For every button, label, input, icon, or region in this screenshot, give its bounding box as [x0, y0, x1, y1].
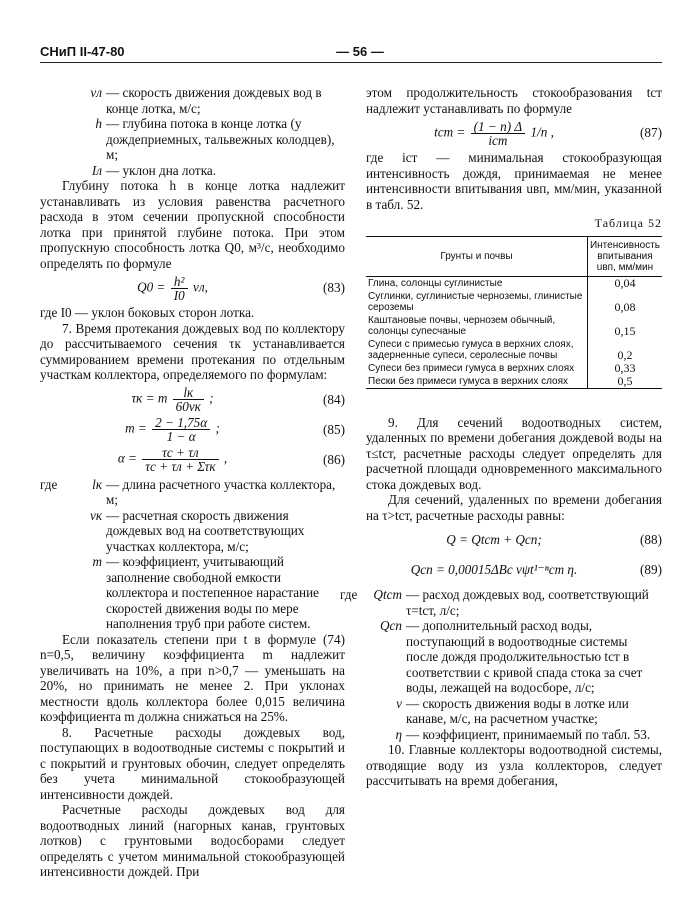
- formula-lhs: m =: [125, 420, 147, 436]
- value-cell: 0,15: [587, 314, 662, 338]
- right-column: [340, 85, 662, 789]
- formula-rhs: vл,: [193, 279, 208, 295]
- soil-cell: Глина, солонцы суглинистые: [368, 277, 503, 289]
- formula-85: [40, 417, 345, 443]
- formula-83: [40, 275, 345, 301]
- paragraph: 9. Для сечений водоотводных систем, удаленных по времени добегания дождевой воды на τ≤tст, расчетные расходы следует определять для расчетной площади одновременного максимального стока дождевых вод.: [366, 414, 662, 492]
- where-word: [40, 508, 62, 555]
- soil-cell: Супеси без примеси гумуса в верхних слоях: [368, 362, 575, 374]
- soil-cell: Суглинки, суглинистые черноземы, глинистые сероземы: [368, 290, 583, 313]
- formula-denominator: iст: [488, 132, 508, 148]
- definition-text: — глубина потока в конце лотка (у дождеприемных, тальвежных колодцев), м;: [106, 116, 335, 162]
- symbol: Qсп: [380, 618, 402, 633]
- soil-cell: Каштановые почвы, чернозем обычный, солонцы супесчаные: [368, 314, 556, 337]
- where-word: [340, 618, 362, 696]
- formula-number: (88): [640, 532, 662, 548]
- soil-cell: Пески без примеси гумуса в верхних слоях: [366, 375, 587, 389]
- table-header: Интенсивность впитывания uвп, мм/мин: [587, 236, 662, 276]
- definition-text: — расчетная скорость движения дождевых вод на соответствующих участках коллектора, м/с;: [106, 507, 305, 554]
- definition: [340, 618, 662, 696]
- formula-numerator: h²: [171, 275, 188, 289]
- definition-text: — скорость движения воды в лотке или канаве, м/с, на расчетном участке;: [406, 695, 629, 726]
- value-cell: 0,33: [587, 362, 662, 375]
- where-word: [340, 696, 362, 727]
- symbol: m: [92, 554, 102, 569]
- paragraph: где I0 — уклон боковых сторон лотка.: [40, 305, 255, 320]
- definition: [40, 477, 345, 508]
- value-cell: 0,5: [587, 375, 662, 389]
- formula-86: [40, 447, 345, 473]
- definition: [40, 116, 345, 163]
- definition-text: — скорость движения дождевых вод в конце лотка, м/с;: [106, 85, 322, 116]
- definition-text: — уклон дна лотка.: [106, 162, 217, 178]
- soil-cell: Супеси с примесью гумуса в верхних слоях, задерненные супеси, серолесные почвы: [368, 338, 574, 361]
- definition: [40, 508, 345, 555]
- formula-89: [366, 557, 662, 583]
- table-row: [366, 290, 662, 314]
- definition: [40, 554, 345, 632]
- formula-number: (89): [640, 562, 662, 578]
- formula-numerator: lк: [173, 386, 204, 400]
- value-cell: 0,08: [587, 290, 662, 314]
- symbol: lк: [92, 476, 102, 492]
- definition: [340, 587, 662, 618]
- formula-88: [366, 527, 662, 553]
- formula-87: [366, 120, 662, 146]
- where-word: где: [40, 476, 58, 492]
- paragraph: где iст — минимальная стокообразующая интенсивность дождя, принимаемая не менее интенсивности впитывания uвп, мм/мин, указанной в табл. 52.: [366, 150, 662, 212]
- formula-84: [40, 387, 345, 413]
- value-cell: 0,2: [587, 338, 662, 362]
- table-row: [366, 362, 662, 375]
- document-code: СНиП II-47-80: [40, 44, 125, 59]
- header-rule: [40, 62, 662, 63]
- formula-denominator: 60vк: [175, 399, 201, 414]
- definition-text: — расход дождевых вод, соответствующий τ=tст, л/с;: [406, 587, 649, 618]
- where-word: [340, 727, 362, 743]
- formula-rhs: 1/n ,: [530, 124, 554, 140]
- definition: [340, 696, 662, 727]
- table-row: [366, 375, 662, 389]
- paragraph: Глубину потока h в конце лотка надлежит устанавливать из условия равенства расчетного расхода в этом сечении пропускной способности лотка при принятой глубине потока. При этом пропускную способность лотка Q0, м³/с, необходимо определять по формуле: [40, 178, 345, 271]
- paragraph: 10. Главные коллекторы водоотводной системы, отводящие воду из узла коллекторов, следует рассчитывать на время добегания,: [366, 742, 662, 788]
- formula-expression: Q = Qtст + Qсп;: [446, 532, 542, 548]
- where-word: где: [340, 587, 358, 602]
- soil-infiltration-table: [366, 236, 662, 389]
- formula-lhs: α =: [117, 450, 137, 466]
- table-caption: Таблица 52: [594, 216, 662, 230]
- definition: [40, 163, 345, 179]
- formula-number: (85): [323, 421, 345, 437]
- value-cell: 0,04: [587, 276, 662, 290]
- symbol: Iл: [91, 162, 102, 178]
- formula-number: (87): [640, 125, 662, 141]
- definition-text: — длина расчетного участка коллектора, м;: [106, 476, 336, 507]
- table-header: Грунты и почвы: [366, 236, 587, 276]
- table-row: [366, 314, 662, 338]
- paragraph: Для сечений, удаленных по времени добегания на τ>tст, расчетные расходы равны:: [366, 492, 662, 523]
- table-row: [366, 338, 662, 362]
- paragraph: 7. Время протекания дождевых вод по коллектору до рассчитываемого сечения τк устанавливается суммированием времени протекания по отдельным участкам коллектора, определяемого по формулам:: [40, 320, 345, 382]
- paragraph: этом продолжительность стокообразования tст надлежит устанавливать по формуле: [366, 85, 662, 116]
- symbol: vк: [89, 507, 102, 523]
- paragraph: Расчетные расходы дождевых вод для водоотводных линий (нагорных канав, грунтовых лотков) с грунтовыми водосборами следует определять с учетом минимальной стокообразующей интенсивности дождей. При: [40, 802, 345, 879]
- paragraph: Если показатель степени при t в формуле (74) n=0,5, величину коэффициента m надлежит увеличивать на 10%, а при n>0,7 — уменьшать на 20%, но принимать не менее 2. При уклонах местности вдоль коллектора более 0,015 величина коэффициента m должна снижаться на 25%.: [40, 631, 345, 724]
- symbol: h: [95, 116, 102, 131]
- symbol: η: [395, 726, 402, 742]
- formula-numerator: (1 − n) Δ: [471, 120, 526, 134]
- formula-rhs: ;: [209, 390, 214, 406]
- symbol: Qtст: [373, 587, 402, 602]
- formula-numerator: τс + τл: [142, 446, 218, 460]
- formula-lhs: τк = m: [131, 390, 168, 406]
- left-column: [40, 85, 345, 880]
- formula-number: (86): [323, 451, 345, 467]
- definition-text: — коэффициент, принимаемый по табл. 53.: [406, 726, 651, 742]
- where-word: [40, 554, 62, 632]
- symbol: vл: [90, 85, 102, 100]
- formula-number: (83): [323, 280, 345, 296]
- definition-text: — дополнительный расход воды, поступающий в водоотводные системы после дождя продолжительностью tст в соответствии с кривой спада стока за счет воды, лежащей на водосборе, л/с;: [406, 618, 643, 695]
- formula-denominator: I0: [173, 287, 185, 303]
- formula-number: (84): [323, 391, 345, 407]
- formula-numerator: 2 − 1,75α: [152, 416, 210, 430]
- formula-lhs: Q0 =: [137, 279, 166, 295]
- formula-denominator: τс + τл + Στк: [145, 459, 216, 474]
- definition: [40, 85, 345, 116]
- page-number: — 56 —: [336, 44, 384, 59]
- formula-rhs: ;: [215, 420, 220, 436]
- symbol: v: [396, 695, 402, 711]
- table-row: [366, 276, 662, 290]
- formula-lhs: tст =: [434, 124, 466, 140]
- definition: [340, 727, 662, 743]
- formula-expression: Qсп = 0,00015ΔBс vψt¹⁻ⁿст η.: [410, 562, 578, 578]
- paragraph: 8. Расчетные расходы дождевых вод, поступающих в водоотводные системы с покрытий и с покрытий и грунтовых обочин, следует определять без учета минимальной стокообразующей интенсивности дождей.: [40, 724, 345, 802]
- formula-denominator: 1 − α: [166, 429, 196, 444]
- formula-rhs: ,: [223, 450, 228, 466]
- definition-text: — коэффициент, учитывающий заполнение свободной емкости коллектора и постепенное нарастание скоростей движения воды по мере наполнения труб при работе систем.: [106, 554, 320, 631]
